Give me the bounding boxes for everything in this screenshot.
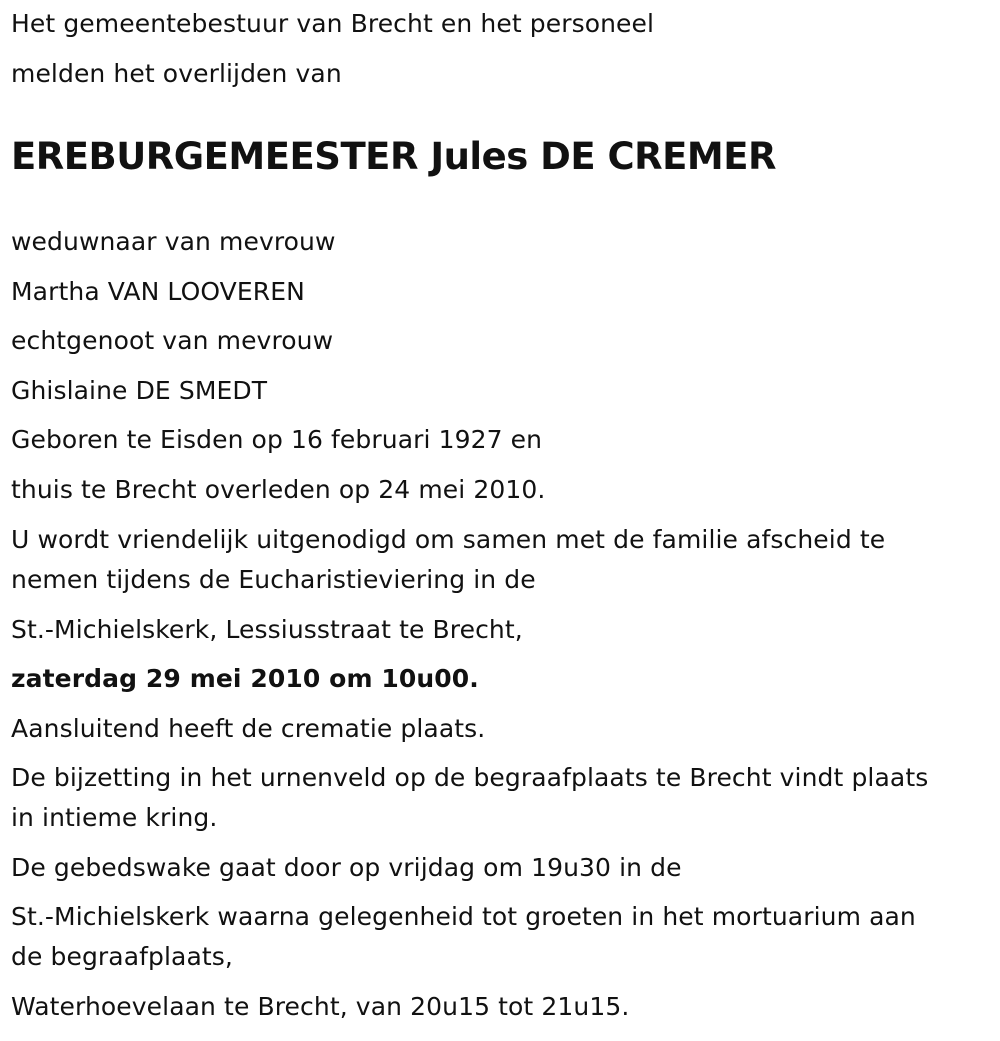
- cremation-line: Aansluitend heeft de crematie plaats.: [11, 714, 486, 743]
- death-line: thuis te Brecht overleden op 24 mei 2010.: [11, 475, 546, 504]
- invitation-line-1: U wordt vriendelijk uitgenodigd om samen met de familie afscheid te: [11, 525, 886, 554]
- intro-line-1: Het gemeentebestuur van Brecht en het personeel: [11, 9, 655, 38]
- spouse-1-relation: weduwnaar van mevrouw: [11, 227, 336, 256]
- condolence-line-2: de begraafplaats,: [11, 942, 233, 971]
- service-datetime: zaterdag 29 mei 2010 om 10u00.: [11, 664, 479, 693]
- condolence-line-1: St.-Michielskerk waarna gelegenheid tot groeten in het mortuarium aan: [11, 902, 916, 931]
- birth-line: Geboren te Eisden op 16 februari 1927 en: [11, 425, 543, 454]
- vigil-line: De gebedswake gaat door op vrijdag om 19u30 in de: [11, 853, 682, 882]
- interment-line-1: De bijzetting in het urnenveld op de begraafplaats te Brecht vindt plaats: [11, 763, 929, 792]
- interment-line-2: in intieme kring.: [11, 803, 218, 832]
- spouse-2-name: Ghislaine DE SMEDT: [11, 376, 268, 405]
- church-location: St.-Michielskerk, Lessiusstraat te Brecht,: [11, 615, 523, 644]
- intro-line-2: melden het overlijden van: [11, 59, 342, 88]
- deceased-title: EREBURGEMEESTER Jules DE CREMER: [11, 135, 776, 178]
- condolence-address: Waterhoevelaan te Brecht, van 20u15 tot 21u15.: [11, 992, 630, 1021]
- spouse-2-relation: echtgenoot van mevrouw: [11, 326, 334, 355]
- spouse-1-name: Martha VAN LOOVEREN: [11, 277, 305, 306]
- invitation-line-2: nemen tijdens de Eucharistieviering in de: [11, 565, 536, 594]
